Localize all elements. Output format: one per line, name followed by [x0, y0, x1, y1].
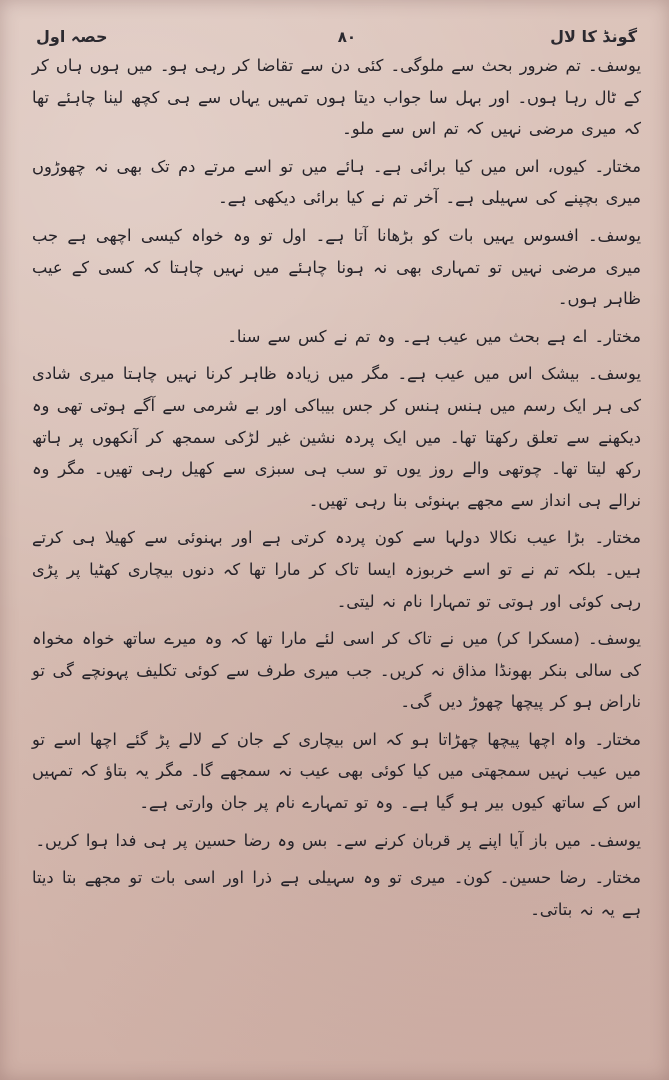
paragraph-3: یوسف۔ افسوس یہیں بات کو بڑھانا آتا ہے۔ اول تو وہ خواہ کیسی اچھی ہے جب میری مرضی نہیں تو تمہاری بھی نہ ہونا چاہئے میں نہیں چاہتا کہ کسی کے عیب ظاہر ہوں۔: [32, 225, 641, 309]
paragraph-6: مختار۔ بڑا عیب نکالا دولہا سے کون پردہ کرتی ہے اور بہنوئی سے کھیلا ہی کرتے ہیں۔ بلکہ تم نے تو اسے خربوزہ ایسا تاک کر مارا تھا کہ دنوں بیچاری کھٹیا پر پڑی رہی کوئی اور ہوتی تو تمہارا نام نہ لیتی۔: [32, 528, 641, 611]
book-title: گونڈ کا لال: [550, 27, 637, 46]
paragraph-2: مختار۔ کیوں، اس میں کیا برائی ہے۔ ہائے میں تو اسے مرتے دم تک بھی نہ چھوڑوں میری بچپنے کی سہیلی ہے۔ آخر تم نے کیا برائی دیکھی ہے۔: [32, 156, 641, 208]
paragraph-8: مختار۔ واہ اچھا پیچھا چھڑاتا ہو کہ اس بیچاری کے جان کے لالے پڑ گئے اچھا اسے تو میں عیب نہیں سمجھتی میں کیا کوئی بھی عیب نہ سمجھے گا۔ مگر یہ بتاؤ کہ تمہیں اس کے ساتھ کیوں بیر ہو گیا ہے۔ وہ تو تمہارے نام پر جان وارتی ہے۔: [32, 729, 641, 813]
paragraph-7: یوسف۔ (مسکرا کر) میں نے تاک کر اسی لئے مارا تھا کہ وہ میرے ساتھ خواہ مخواہ کی سالی بنکر بھونڈا مذاق نہ کریں۔ جب میری طرف سے کوئی تکلیف پہونچے گی تو ناراض ہو کر پیچھا چھوڑ دیں گی۔: [32, 629, 641, 712]
page-number: ۸۰: [337, 28, 357, 46]
paragraph-10: مختار۔ رضا حسین۔ کون۔ میری تو وہ سہیلی ہے ذرا اور اسی بات تو مجھے بتا دیتا ہے یہ نہ بتاتی۔: [32, 868, 641, 919]
paragraph-4: مختار۔ اے ہے بحث میں عیب ہے۔ وہ تم نے کس سے سنا۔: [227, 326, 641, 346]
part-label: حصہ اول: [36, 27, 108, 46]
paragraph-5: یوسف۔ بیشک اس میں عیب ہے۔ مگر میں زیادہ ظاہر کرنا نہیں چاہتا میری شادی کی ہر ایک رسم میں ہنس ہنس کر جس بیباکی اور بے شرمی سے آگے ہوتی تھی وہ دیکھنے سے تعلق رکھتا تھا۔ میں ایک پردہ نشین غیر لڑکی سمجھ کر آنکھوں پر ہاتھ رکھ لیتا تھا۔ چوتھی والے روز یوں تو سب ہی سبزی سے کھیل رہی تھیں۔ مگر وہ نرالے ہی انداز سے مجھے بہنوئی بنا رہی تھیں۔: [32, 364, 641, 510]
paragraph-1: یوسف۔ تم ضرور بحث سے ملوگی۔ کئی دن سے تقاضا کر رہی ہو۔ میں ہوں ہاں کر کے ٹال رہا ہوں۔ اور بہل سا جواب دیتا ہوں تمہیں یہاں سے ہی کچھ لینا چاہئے تھا کہ میری مرضی نہیں کہ تم اس سے ملو۔: [32, 56, 641, 139]
page-header: [32, 10, 641, 46]
paragraph-9: یوسف۔ میں باز آیا اپنے پر قربان کرنے سے۔ بس وہ رضا حسین پر ہی فدا ہوا کریں۔: [35, 830, 641, 850]
page-body: [32, 50, 641, 925]
